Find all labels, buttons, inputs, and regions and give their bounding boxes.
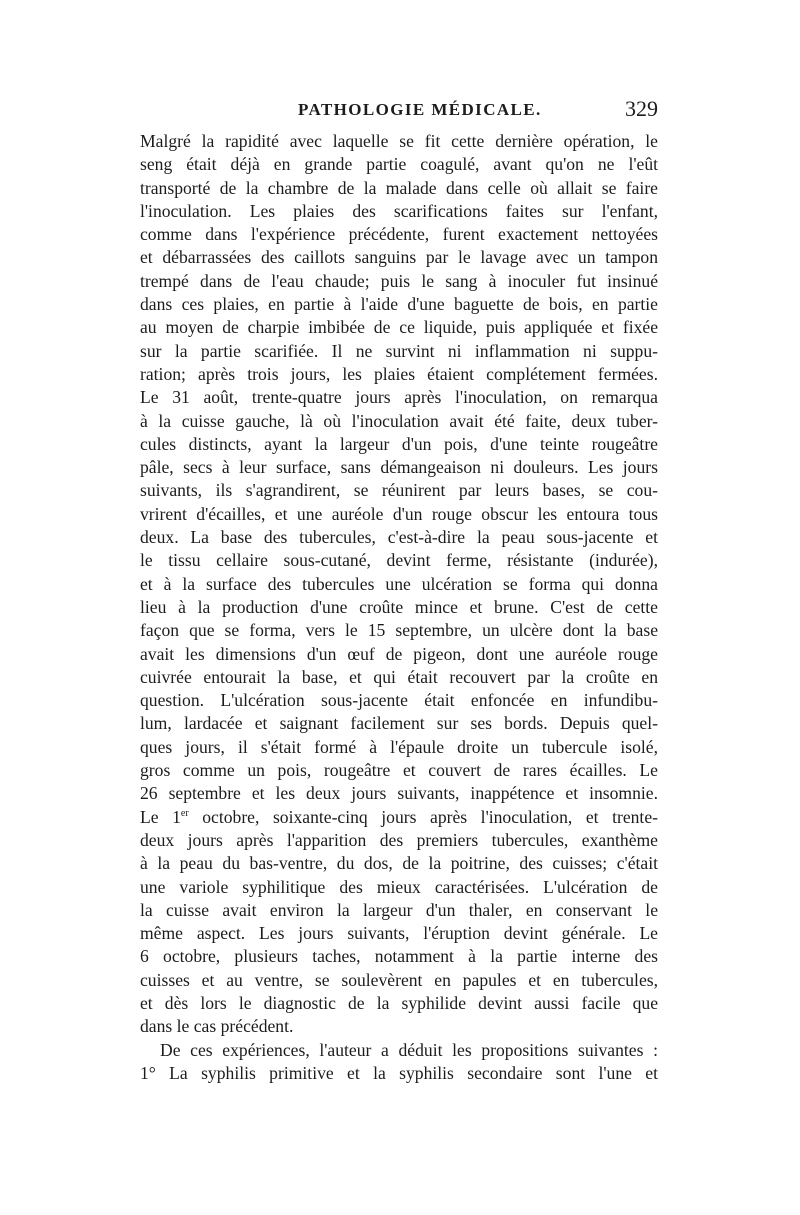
paragraph-start-line: De ces expériences, l'auteur a déduit les propositions suivantes : xyxy=(160,1039,658,1060)
text-line: vrirent d'écailles, et une auréole d'un rouge obscur les entoura tous xyxy=(140,503,658,524)
text-line: même aspect. Les jours suivants, l'éruption devint générale. Le xyxy=(140,923,658,944)
text-line: lum, lardacée et saignant facilement sur ses bords. Depuis quel- xyxy=(140,713,658,734)
text-line: ration; après trois jours, les plaies étaient complétement fermées. xyxy=(140,363,658,384)
text-line: question. L'ulcération sous-jacente était enfoncée en infundibu- xyxy=(140,690,658,711)
running-head-title: PATHOLOGIE MÉDICALE. xyxy=(298,100,542,119)
text-line: cules distincts, ayant la largeur d'un pois, d'une teinte rougeâtre xyxy=(140,433,658,454)
text-line: cuivrée entourait la base, et qui était recouvert par la croûte en xyxy=(140,666,658,687)
running-head xyxy=(140,96,660,126)
text-line: sur la partie scarifiée. Il ne survint ni inflammation ni suppu- xyxy=(140,340,658,361)
text-line: suivants, ils s'agrandirent, se réunirent par leurs bases, se cou- xyxy=(140,480,658,501)
text-line: seng était déjà en grande partie coagulé, avant qu'on ne l'eût xyxy=(140,154,658,175)
text-line: deux jours après l'apparition des premiers tubercules, exanthème xyxy=(140,829,658,850)
text-line: et dès lors le diagnostic de la syphilide devint aussi facile que xyxy=(140,992,658,1013)
page-number: 329 xyxy=(625,96,658,121)
text-line: 6 octobre, plusieurs taches, notamment à la partie interne des xyxy=(140,946,658,967)
text-line: la cuisse avait environ la largeur d'un thaler, en conservant le xyxy=(140,899,658,920)
text-line: Le 31 août, trente-quatre jours après l'inoculation, on remarqua xyxy=(140,387,658,408)
text-line: cuisses et au ventre, se soulevèrent en papules et en tubercules, xyxy=(140,969,658,990)
text-line: deux. La base des tubercules, c'est-à-dire la peau sous-jacente et xyxy=(140,527,658,548)
text-line: Malgré la rapidité avec laquelle se fit cette dernière opération, le xyxy=(140,131,658,151)
text-line: une variole syphilitique des mieux caractérisées. L'ulcération de xyxy=(140,876,658,897)
text-line: Le 1er octobre, soixante-cinq jours après l'inoculation, et trente- xyxy=(140,806,658,827)
text-line: façon que se forma, vers le 15 septembre, un ulcère dont la base xyxy=(140,620,658,641)
body-text xyxy=(140,130,658,1085)
text-line: 1° La syphilis primitive et la syphilis secondaire sont l'une et xyxy=(140,1062,658,1083)
text-line: au moyen de charpie imbibée de ce liquide, puis appliquée et fixée xyxy=(140,317,658,338)
text-line: lieu à la production d'une croûte mince et brune. C'est de cette xyxy=(140,596,658,617)
text-line: 26 septembre et les deux jours suivants, inappétence et insomnie. xyxy=(140,783,658,804)
text-line: trempé dans de l'eau chaude; puis le sang à inoculer fut insinué xyxy=(140,270,658,291)
text-line: gros comme un pois, rougeâtre et couvert de rares écailles. Le xyxy=(140,760,658,781)
text-line: avait les dimensions d'un œuf de pigeon, dont une auréole rouge xyxy=(140,643,658,664)
text-line: l'inoculation. Les plaies des scarifications faites sur l'enfant, xyxy=(140,200,658,221)
paragraph-end-line: dans le cas précédent. xyxy=(140,1016,294,1037)
text-line: dans ces plaies, en partie à l'aide d'une baguette de bois, en partie xyxy=(140,294,658,315)
text-line: pâle, secs à leur surface, sans démangeaison ni douleurs. Les jours xyxy=(140,457,658,478)
text-line: et à la surface des tubercules une ulcération se forma qui donna xyxy=(140,573,658,594)
text-line: comme dans l'expérience précédente, furent exactement nettoyées xyxy=(140,224,658,245)
text-line: ques jours, il s'était formé à l'épaule droite un tubercule isolé, xyxy=(140,736,658,757)
text-line: transporté de la chambre de la malade dans celle où allait se faire xyxy=(140,177,658,198)
text-line: le tissu cellaire sous-cutané, devint ferme, résistante (indurée), xyxy=(140,550,658,571)
text-line: à la peau du bas-ventre, du dos, de la poitrine, des cuisses; c'était xyxy=(140,853,658,874)
text-line: et débarrassées des caillots sanguins par le lavage avec un tampon xyxy=(140,247,658,268)
text-line: à la cuisse gauche, là où l'inoculation avait été faite, deux tuber- xyxy=(140,410,658,431)
